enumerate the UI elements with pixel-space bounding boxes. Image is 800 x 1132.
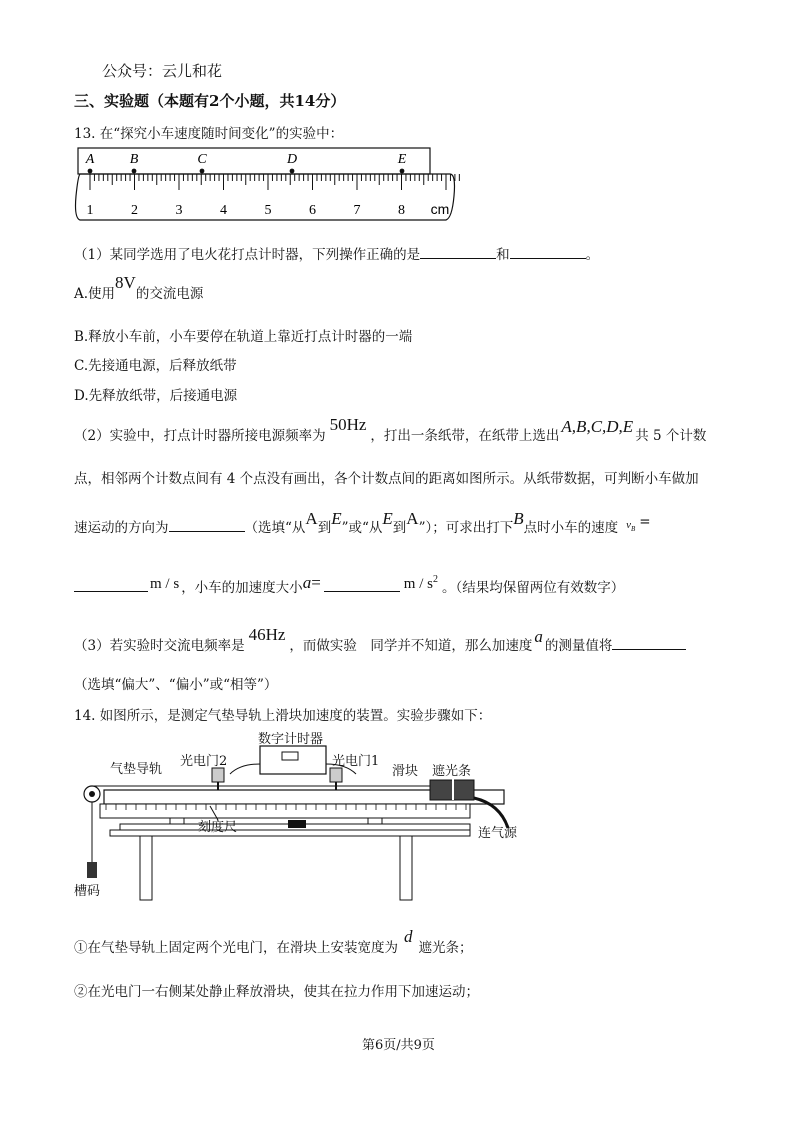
tape-point-label: C bbox=[197, 152, 207, 167]
air-source-label: 连气源 bbox=[478, 826, 518, 841]
equals-sign: = bbox=[311, 573, 321, 592]
q13-part3-end: 的测量值将 bbox=[544, 638, 613, 654]
tape-point-label: B bbox=[129, 152, 139, 167]
point-e: E bbox=[382, 509, 393, 528]
option-c: C.先接通电源，后释放纸带 bbox=[74, 358, 237, 374]
scale-label: 刻度尺 bbox=[198, 820, 238, 835]
point-a: A bbox=[305, 509, 318, 528]
points-list: A,B,C,D,E bbox=[561, 417, 634, 436]
tape-dot bbox=[132, 169, 137, 174]
ruler-unit: cm bbox=[430, 201, 450, 217]
acceleration-text: ，小车的加速度大小 bbox=[181, 580, 303, 596]
tape-dot bbox=[200, 169, 205, 174]
q13-part3-hint: （选填“偏大”、“偏小”或“相等”） bbox=[74, 677, 278, 693]
weight-label: 槽码 bbox=[74, 884, 101, 899]
ruler-tick-label: 8 bbox=[398, 203, 405, 218]
point-e: E bbox=[331, 509, 342, 528]
to-text: 到 bbox=[317, 520, 332, 536]
a-symbol: a bbox=[534, 627, 543, 646]
answer-blank[interactable] bbox=[612, 635, 686, 650]
q14-stem: 14. 如图所示，是测定气垫导轨上滑块加速度的装置。实验步骤如下： bbox=[74, 708, 492, 724]
ruler-tick-label: 5 bbox=[264, 203, 272, 218]
equals-sign: = bbox=[639, 514, 651, 530]
answer-blank[interactable] bbox=[169, 517, 245, 532]
answer-blank[interactable] bbox=[324, 577, 400, 592]
section-title: 三、实验题（本题有2个小题，共14分） bbox=[74, 92, 346, 110]
voltage-value: 8V bbox=[115, 273, 136, 292]
to-text: 到 bbox=[392, 520, 407, 536]
a-symbol: a bbox=[302, 573, 312, 592]
air-track-apparatus-figure bbox=[70, 724, 540, 904]
q13-part2-line2: 点，相邻两个计数点间有 4 个点没有画出，各个计数点间的距离如图所示。从纸带数据，可判断小车做加 bbox=[74, 471, 699, 487]
option-a-suffix: 的交流电源 bbox=[135, 286, 204, 302]
period-text: 。 bbox=[585, 247, 600, 263]
velocity-text: 点时小车的速度 bbox=[523, 520, 619, 536]
public-account-text: 公众号：云儿和花 bbox=[102, 62, 223, 80]
option-b: B.释放小车前，小车要停在轨道上靠近打点计时器的一端 bbox=[74, 329, 413, 345]
slider-label: 滑块 bbox=[392, 764, 419, 779]
ruler-tick-label: 7 bbox=[353, 203, 361, 218]
q13-part2-line1: （2）实验中，打点计时器所接电源频率为 bbox=[74, 428, 326, 444]
close-text: ”）；可求出打下 bbox=[418, 520, 514, 536]
ruler-tick-label: 6 bbox=[309, 203, 316, 218]
answer-blank[interactable] bbox=[74, 577, 148, 592]
d-symbol: d bbox=[404, 927, 413, 946]
ruler-tick-label: 4 bbox=[220, 203, 227, 218]
or-text: ”或“从 bbox=[341, 520, 383, 536]
ruler-tick-label: 1 bbox=[86, 203, 94, 218]
point-b: B bbox=[513, 509, 524, 528]
and-text: 和 bbox=[496, 247, 510, 263]
answer-blank[interactable] bbox=[510, 244, 586, 259]
tape-dot bbox=[88, 169, 93, 174]
q13-part3-text: （3）若实验时交流电频率是 bbox=[74, 638, 245, 654]
q13-part2-line1-mid: ，打出一条纸带，在纸带上选出 bbox=[370, 428, 560, 444]
unit-ms2: m / $s^2$ bbox=[403, 574, 438, 592]
frequency-46hz: 46Hz bbox=[248, 625, 286, 644]
q13-part2-line1-end: 共 5 个计数 bbox=[635, 428, 707, 444]
step1-end: 遮光条； bbox=[418, 940, 473, 956]
tape-dot bbox=[290, 169, 295, 174]
q13-part2-line3: 速运动的方向为 bbox=[74, 520, 169, 536]
q13-part1-text: （1）某同学选用了电火花打点计时器，下列操作正确的是 bbox=[74, 247, 421, 263]
vb-symbol: vB bbox=[626, 519, 636, 534]
ruler-tick-label: 3 bbox=[175, 203, 183, 218]
answer-blank[interactable] bbox=[420, 244, 496, 259]
choice-text: （选填“从 bbox=[244, 520, 306, 536]
step2-text: ②在光电门一右侧某处静止释放滑块，使其在拉力作用下加速运动； bbox=[74, 984, 479, 1000]
shade-label: 遮光条 bbox=[432, 764, 472, 779]
tape-point-label: D bbox=[286, 152, 298, 167]
step1-text: ①在气垫导轨上固定两个光电门，在滑块上安装宽度为 bbox=[74, 940, 398, 956]
unit-ms: m / s bbox=[150, 576, 180, 592]
option-d: D.先释放纸带，后接通电源 bbox=[74, 388, 238, 404]
rail-label: 气垫导轨 bbox=[110, 762, 163, 777]
tape-dot bbox=[400, 169, 405, 174]
q13-part3-mid: ，而做实验 同学并不知道，那么加速度 bbox=[289, 638, 533, 654]
gate2-label: 光电门2 bbox=[180, 754, 228, 769]
timer-label: 数字计时器 bbox=[258, 732, 324, 747]
tape-point-label: A bbox=[85, 152, 95, 167]
q13-stem: 13. 在“探究小车速度随时间变化”的实验中： bbox=[74, 126, 344, 142]
page-number: 第6页/共9页 bbox=[362, 1038, 435, 1053]
tape-point-label: E bbox=[397, 152, 407, 167]
result-note: 。（结果均保留两位有效数字） bbox=[441, 580, 625, 596]
gate1-label: 光电门1 bbox=[332, 754, 380, 769]
ruler-tick-label: 2 bbox=[131, 203, 138, 218]
frequency-50hz: 50Hz bbox=[329, 415, 367, 434]
option-a-prefix: A.使用 bbox=[74, 286, 116, 302]
point-a: A bbox=[406, 509, 419, 528]
ruler-tape-figure bbox=[70, 146, 462, 226]
